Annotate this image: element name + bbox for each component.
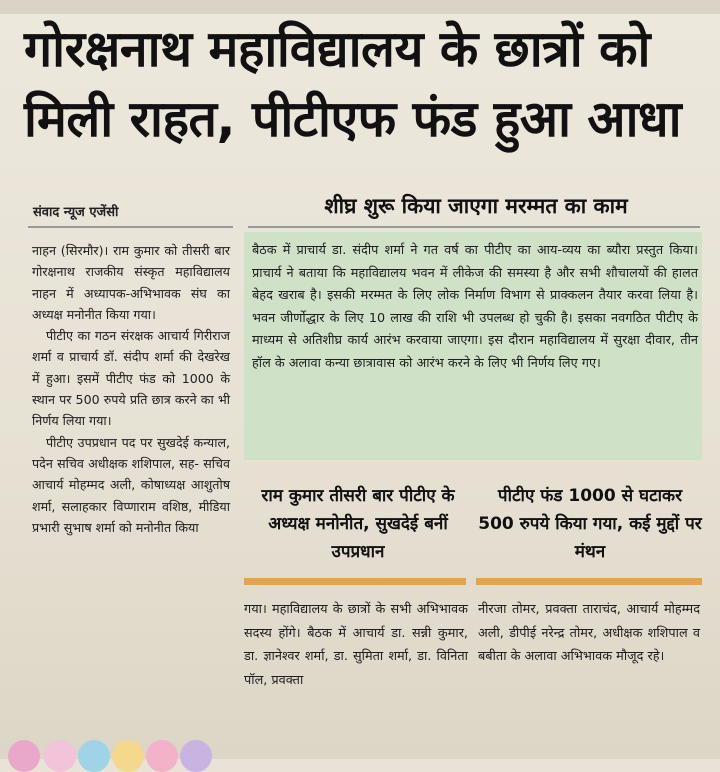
decorative-dot — [44, 740, 76, 772]
headline — [24, 14, 704, 154]
mid-column-divider — [244, 578, 466, 585]
headline-line-1: गोरक्षनाथ महाविद्यालय के छात्रों को — [24, 20, 650, 78]
mid-column-heading: राम कुमार तीसरी बार पीटीए के अध्यक्ष मनोनीत, सुखदेई बनीं उपप्रधान — [261, 486, 455, 562]
left-column — [32, 240, 230, 538]
right-column-text: नीरजा तोमर, प्रवक्ता ताराचंद, आचार्य मोहम्मद अली, डीपीई नरेन्द्र तोमर, अधीक्षक शशिपाल व बबीता के अलावा अभिभावक मौजूद रहे। — [478, 602, 700, 664]
decorative-dot — [146, 740, 178, 772]
byline-divider — [28, 226, 233, 228]
byline: संवाद न्यूज एजेंसी — [33, 205, 119, 220]
highlight-box-text: बैठक में प्राचार्य डा. संदीप शर्मा ने गत वर्ष का पीटीए का आय-व्यय का ब्यौरा प्रस्तुत किया। प्राचार्य ने बताया कि महाविद्यालय भवन में लीकेज की समस्या है और सभी शौचालयों की हालत बेहद खराब है। इसकी मरम्मत के लिए लोक निर्माण विभाग से प्राक्कलन तैयार करवा लिया है। भवन जीर्णोद्धार के लिए 10 लाख की राशि भी उपलब्ध हो चुकी है। इसका नवगठित पीटीए के माध्यम से अतिशीघ्र कार्य आरंभ करवाया जाएगा। इस दौरान महाविद्यालय में सुरक्षा दीवार, तीन हॉल के अलावा कन्या छात्रावास को आरंभ करने के लिए भी निर्णय लिए गए। — [252, 243, 698, 371]
decorative-dot — [180, 740, 212, 772]
decorative-dot — [8, 740, 40, 772]
left-paragraph-1: नाहन (सिरमौर)। राम कुमार को तीसरी बार गोरक्षनाथ राजकीय संस्कृत महाविद्यालय नाहन में अध्यापक-अभिभावक संघ का अध्यक्ष मनोनीत किया गया। — [32, 243, 230, 322]
decorative-dot — [112, 740, 144, 772]
subheadline-divider — [248, 226, 700, 228]
left-paragraph-2: पीटीए का गठन संरक्षक आचार्य गिरीराज शर्मा व प्राचार्य डॉ. संदीप शर्मा की देखरेख में हुआ। इसमें पीटीए फंड को 1000 के स्थान पर 500 रुपये प्रति छात्र करने का भी निर्णय लिया गया। — [32, 328, 230, 429]
masthead-strip — [0, 0, 720, 14]
mid-column-text: गया। महाविद्यालय के छात्रों के सभी अभिभावक सदस्य होंगे। बैठक में आचार्य डा. सन्नी कुमार, डा. ज्ञानेश्वर शर्मा, डा. सुमिता शर्मा, डा. विनिता पॉल, प्रवक्ता — [244, 602, 468, 688]
subheadline: शीघ्र शुरू किया जाएगा मरम्मत का काम — [324, 194, 628, 218]
decorative-dot — [78, 740, 110, 772]
left-paragraph-3: पीटीए उपप्रधान पद पर सुखदेई कन्याल, पदेन सचिव अधीक्षक शशिपाल, सह- सचिव आचार्य मोहम्मद अली, कोषाध्यक्ष आशुतोष शर्मा, सलाहकार विप्णाराम वशिष्ठ, मीडिया प्रभारी सुभाष शर्मा को मनोनीत किया — [32, 434, 230, 535]
headline-line-2: मिली राहत, पीटीएफ फंड हुआ आधा — [24, 90, 682, 148]
right-column-heading: पीटीए फंड 1000 से घटाकर 500 रुपये किया गया, कई मुद्दों पर मंथन — [478, 486, 702, 562]
decorative-dots — [0, 740, 720, 759]
right-column-divider — [476, 578, 702, 585]
